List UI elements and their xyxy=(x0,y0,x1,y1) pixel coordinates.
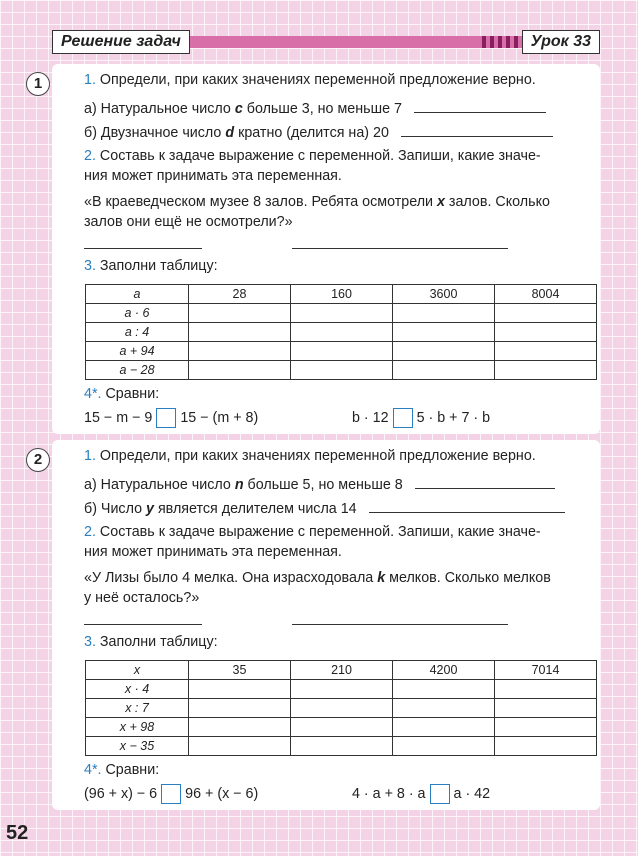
table-cell[interactable] xyxy=(495,699,597,718)
table-header-cell: 210 xyxy=(291,661,393,680)
table-row xyxy=(86,342,597,361)
expression: a · 42 xyxy=(453,785,491,802)
variable: y xyxy=(146,501,154,517)
value-table xyxy=(85,660,597,756)
task-2-heading xyxy=(84,148,541,164)
compare-box[interactable] xyxy=(393,408,413,428)
task-text: Составь к задаче выражение с переменной. Запиши, какие значе- xyxy=(99,524,541,540)
task-text: «У Лизы было 4 мелка. Она израсходовала xyxy=(84,570,378,586)
exercise-block-1 xyxy=(33,64,600,434)
task-text: Определи, при каких значениях переменной предложение верно. xyxy=(99,448,536,464)
expression: 4 · a + 8 · a xyxy=(352,785,426,802)
table-header-row xyxy=(86,661,597,680)
task-number: 1. xyxy=(84,448,96,464)
task-text: залов. Сколько xyxy=(444,194,550,210)
table-row xyxy=(86,680,597,699)
comparison-2 xyxy=(352,784,490,804)
task-number: 4*. xyxy=(84,386,102,402)
comparison-1 xyxy=(84,408,258,428)
answer-line[interactable] xyxy=(415,474,555,489)
table-cell[interactable] xyxy=(291,737,393,756)
section-title: Решение задач xyxy=(52,30,190,54)
task-text: Заполни таблицу: xyxy=(99,258,218,274)
task-text: б) Двузначное число xyxy=(84,125,226,141)
value-table xyxy=(85,284,597,380)
task-number: 1. xyxy=(84,72,96,88)
expression: 96 + (x − 6) xyxy=(185,785,259,802)
values-answer-line[interactable] xyxy=(292,234,508,249)
task-number: 3. xyxy=(84,634,96,650)
variable: c xyxy=(234,101,243,117)
task-text: Составь к задаче выражение с переменной. Запиши, какие значе- xyxy=(99,148,541,164)
task-text: мелков. Сколько мелков xyxy=(385,570,551,586)
task-4-heading xyxy=(84,762,159,778)
answer-line[interactable] xyxy=(369,498,565,513)
task-text: б) Число xyxy=(84,501,147,517)
task-1b xyxy=(84,122,553,141)
table-header-cell: 160 xyxy=(291,285,393,304)
table-cell[interactable] xyxy=(393,699,495,718)
task-1a xyxy=(84,474,555,493)
table-cell[interactable] xyxy=(393,323,495,342)
problem-text: у неё осталось?» xyxy=(84,590,200,606)
expression: 5 · b + 7 · b xyxy=(416,409,491,426)
row-label: x · 4 xyxy=(86,680,189,699)
answer-line[interactable] xyxy=(414,98,546,113)
problem-text xyxy=(84,194,550,210)
expression: 15 − (m + 8) xyxy=(180,409,259,426)
task-text: а) Натуральное число xyxy=(84,101,235,117)
table-cell[interactable] xyxy=(495,680,597,699)
table-row xyxy=(86,718,597,737)
compare-box[interactable] xyxy=(161,784,181,804)
table-row xyxy=(86,323,597,342)
row-label: a : 4 xyxy=(86,323,189,342)
table-cell[interactable] xyxy=(189,342,291,361)
expression: (96 + x) − 6 xyxy=(84,785,158,802)
row-label: a + 94 xyxy=(86,342,189,361)
task-text: а) Натуральное число xyxy=(84,477,235,493)
variant-number: 2 xyxy=(26,448,50,472)
row-label: x − 35 xyxy=(86,737,189,756)
compare-box[interactable] xyxy=(430,784,450,804)
compare-box[interactable] xyxy=(156,408,176,428)
answer-line[interactable] xyxy=(401,122,553,137)
task-2-text: ния может принимать эта переменная. xyxy=(84,168,342,184)
table-row xyxy=(86,361,597,380)
table-header-cell: 3600 xyxy=(393,285,495,304)
task-1-heading xyxy=(84,72,536,88)
table-cell[interactable] xyxy=(495,737,597,756)
expression: 15 − m − 9 xyxy=(84,409,153,426)
lesson-label: Урок 33 xyxy=(522,30,600,54)
table-cell[interactable] xyxy=(393,342,495,361)
table-cell[interactable] xyxy=(393,361,495,380)
task-text: является делителем числа 14 xyxy=(153,501,357,517)
task-text: Определи, при каких значениях переменной предложение верно. xyxy=(99,72,536,88)
row-label: x + 98 xyxy=(86,718,189,737)
expression-answer-line[interactable] xyxy=(84,234,202,249)
variable: d xyxy=(225,125,235,141)
task-number: 4*. xyxy=(84,762,102,778)
table-cell[interactable] xyxy=(291,680,393,699)
task-3-heading xyxy=(84,258,218,274)
task-4-heading xyxy=(84,386,159,402)
table-cell[interactable] xyxy=(189,361,291,380)
table-cell[interactable] xyxy=(189,323,291,342)
table-cell[interactable] xyxy=(393,304,495,323)
table-header-cell: x xyxy=(86,661,189,680)
table-header-cell: 35 xyxy=(189,661,291,680)
table-cell[interactable] xyxy=(189,304,291,323)
answer-lines xyxy=(84,610,508,629)
answer-lines xyxy=(84,234,508,253)
table-row xyxy=(86,304,597,323)
table-cell[interactable] xyxy=(495,304,597,323)
task-number: 2. xyxy=(84,148,96,164)
values-answer-line[interactable] xyxy=(292,610,508,625)
table-cell[interactable] xyxy=(291,342,393,361)
task-text: Сравни: xyxy=(105,386,160,402)
table-cell[interactable] xyxy=(495,361,597,380)
task-number: 3. xyxy=(84,258,96,274)
variant-number: 1 xyxy=(26,72,50,96)
table-cell[interactable] xyxy=(393,680,495,699)
table-cell[interactable] xyxy=(189,699,291,718)
task-1b xyxy=(84,498,565,517)
task-text: Сравни: xyxy=(105,762,160,778)
table-header-cell: 8004 xyxy=(495,285,597,304)
expression: b · 12 xyxy=(352,409,389,426)
table-row xyxy=(86,699,597,718)
task-1a xyxy=(84,98,546,117)
table-header-row xyxy=(86,285,597,304)
row-label: x : 7 xyxy=(86,699,189,718)
exercise-block-2 xyxy=(33,440,600,810)
comparison-1 xyxy=(84,784,258,804)
row-label: a · 6 xyxy=(86,304,189,323)
problem-text: залов они ещё не осмотрели?» xyxy=(84,214,293,230)
table-cell[interactable] xyxy=(393,737,495,756)
table-header-cell: 7014 xyxy=(495,661,597,680)
table-cell[interactable] xyxy=(495,718,597,737)
table-cell[interactable] xyxy=(291,304,393,323)
task-2-heading xyxy=(84,524,541,540)
table-cell[interactable] xyxy=(291,718,393,737)
variable: x xyxy=(437,194,445,210)
task-3-heading xyxy=(84,634,218,650)
expression-answer-line[interactable] xyxy=(84,610,202,625)
task-text: Заполни таблицу: xyxy=(99,634,218,650)
table-header-cell: 4200 xyxy=(393,661,495,680)
table-cell[interactable] xyxy=(189,737,291,756)
table-cell[interactable] xyxy=(495,323,597,342)
task-2-text: ния может принимать эта переменная. xyxy=(84,544,342,560)
table-row xyxy=(86,737,597,756)
task-text: кратно (делится на) 20 xyxy=(234,125,389,141)
table-header-cell: a xyxy=(86,285,189,304)
task-text: больше 5, но меньше 8 xyxy=(243,477,403,493)
table-cell[interactable] xyxy=(189,680,291,699)
task-1-heading xyxy=(84,448,536,464)
table-cell[interactable] xyxy=(393,718,495,737)
task-text: «В краеведческом музее 8 залов. Ребята осмотрели xyxy=(84,194,437,210)
table-cell[interactable] xyxy=(495,342,597,361)
variable: n xyxy=(234,477,244,493)
task-text: больше 3, но меньше 7 xyxy=(242,101,402,117)
page-number: 52 xyxy=(6,822,29,844)
table-cell[interactable] xyxy=(291,323,393,342)
row-label: a − 28 xyxy=(86,361,189,380)
lesson-header xyxy=(52,30,600,54)
comparison-2 xyxy=(352,408,490,428)
task-number: 2. xyxy=(84,524,96,540)
problem-text xyxy=(84,570,551,586)
table-cell[interactable] xyxy=(291,699,393,718)
table-cell[interactable] xyxy=(291,361,393,380)
table-header-cell: 28 xyxy=(189,285,291,304)
variable: k xyxy=(377,570,386,586)
table-cell[interactable] xyxy=(189,718,291,737)
